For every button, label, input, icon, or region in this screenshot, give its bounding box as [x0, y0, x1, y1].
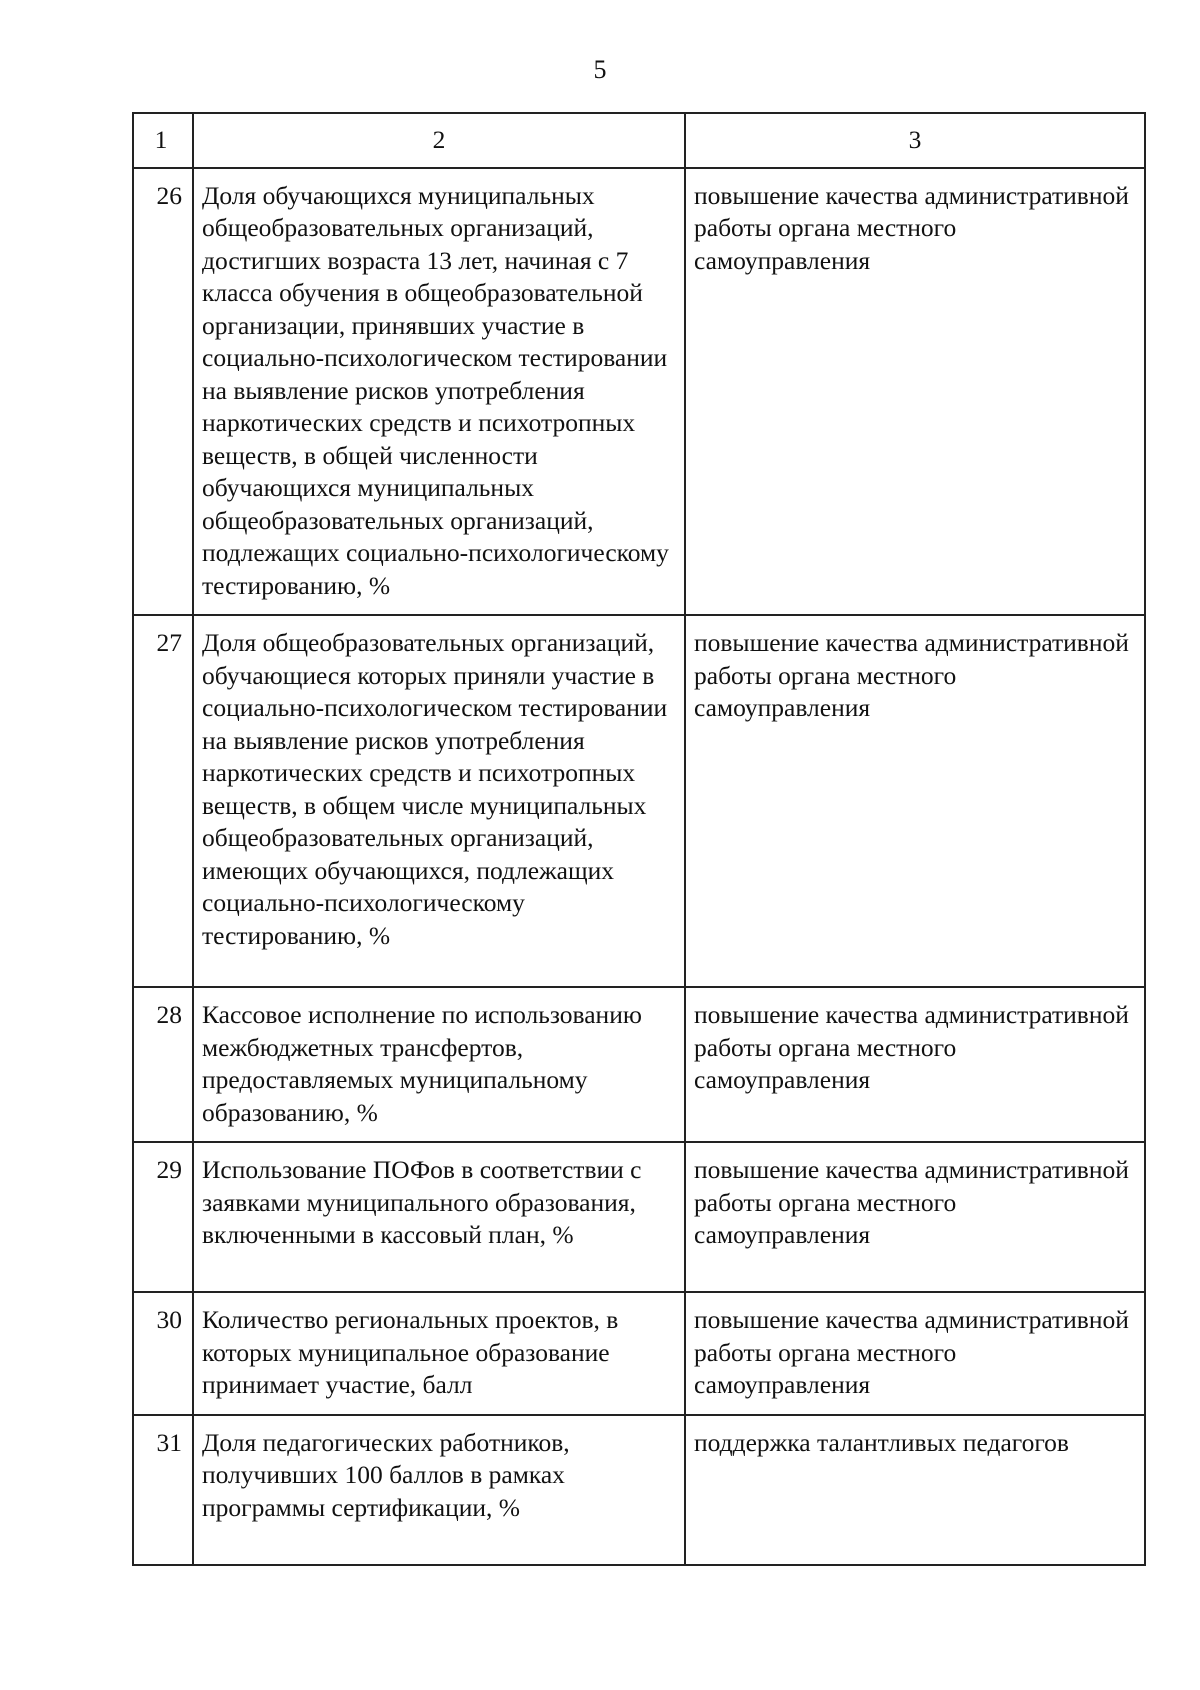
indicator-cell: Количество региональных проектов, в которых муниципальное образование принимает участие, балл: [193, 1292, 685, 1415]
table-row: [133, 1415, 1145, 1565]
purpose-cell: повышение качества административной работы органа местного самоуправления: [685, 1142, 1145, 1292]
row-number: 26: [133, 168, 193, 616]
purpose-cell: повышение качества административной работы органа местного самоуправления: [685, 168, 1145, 616]
row-number: 30: [133, 1292, 193, 1415]
indicator-cell: Кассовое исполнение по использованию межбюджетных трансфертов, предоставляемых муниципальному образованию, %: [193, 987, 685, 1142]
row-number: 31: [133, 1415, 193, 1565]
indicators-table: [132, 112, 1146, 1566]
purpose-cell: повышение качества административной работы органа местного самоуправления: [685, 1292, 1145, 1415]
purpose-cell: повышение качества административной работы органа местного самоуправления: [685, 987, 1145, 1142]
indicator-cell: Использование ПОФов в соответствии с заявками муниципального образования, включенными в кассовый план, %: [193, 1142, 685, 1292]
header-cell-1: 1: [133, 113, 193, 168]
table-row: [133, 1292, 1145, 1415]
table-row: [133, 615, 1145, 987]
table-row: [133, 987, 1145, 1142]
purpose-cell: повышение качества административной работы органа местного самоуправления: [685, 615, 1145, 987]
row-number: 27: [133, 615, 193, 987]
table-header-row: [133, 113, 1145, 168]
purpose-cell: поддержка талантливых педагогов: [685, 1415, 1145, 1565]
table-row: [133, 168, 1145, 616]
page-number: 5: [593, 55, 607, 84]
indicator-cell: Доля обучающихся муниципальных общеобразовательных организаций, достигших возраста 13 лет, начиная с 7 класса обучения в общеобразовательной организации, принявших участие в социально-психологическом тестировании на выявление рисков употребления наркотических средств и психотропных веществ, в общей численности обучающихся муниципальных общеобразовательных организаций, подлежащих социально-психологическому тестированию, %: [193, 168, 685, 616]
table-row: [133, 1142, 1145, 1292]
indicator-cell: Доля общеобразовательных организаций, обучающиеся которых приняли участие в социально-психологическом тестировании на выявление рисков употребления наркотических средств и психотропных веществ, в общем числе муниципальных общеобразовательных организаций, имеющих обучающихся, подлежащих социально-психологическому тестированию, %: [193, 615, 685, 987]
header-cell-2: 2: [193, 113, 685, 168]
indicator-cell: Доля педагогических работников, получивших 100 баллов в рамках программы сертификации, %: [193, 1415, 685, 1565]
row-number: 28: [133, 987, 193, 1142]
header-cell-3: 3: [685, 113, 1145, 168]
row-number: 29: [133, 1142, 193, 1292]
